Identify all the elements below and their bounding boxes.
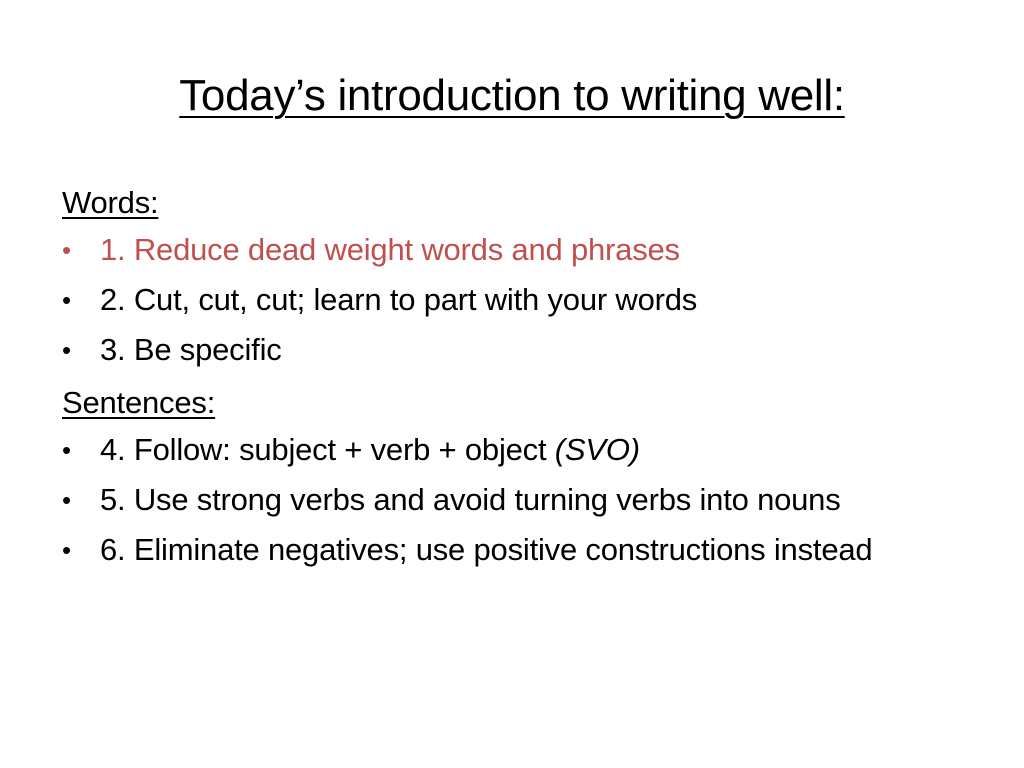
bullet-text: 2. Cut, cut, cut; learn to part with your words	[100, 282, 698, 317]
bullet-icon: •	[62, 485, 71, 515]
bullet-item-3	[62, 330, 962, 370]
bullet-icon: •	[62, 235, 71, 265]
bullet-icon: •	[62, 535, 71, 565]
bullet-text: 6. Eliminate negatives; use positive constructions instead	[100, 532, 873, 567]
bullet-item-5	[62, 480, 962, 520]
bullet-item-6	[62, 530, 962, 570]
bullet-text: 1. Reduce dead weight words and phrases	[100, 232, 680, 267]
bullet-icon: •	[62, 335, 71, 365]
bullet-text	[100, 430, 962, 470]
bullet-item-1	[62, 230, 962, 270]
bullet-text: 5. Use strong verbs and avoid turning verbs into nouns	[100, 482, 841, 517]
bullet-text: 3. Be specific	[100, 332, 282, 367]
section-heading-words: Words:	[62, 185, 159, 220]
bullet-icon: •	[62, 435, 71, 465]
bullet-item-4	[62, 430, 962, 470]
bullet-icon: •	[62, 285, 71, 315]
slide-title: Today’s introduction to writing well:	[179, 71, 845, 120]
bullet-item-2	[62, 280, 962, 320]
svo-emphasis: (SVO)	[554, 432, 640, 467]
section-heading-sentences: Sentences:	[62, 385, 216, 420]
bullet-text-main: 4. Follow: subject + verb + object	[100, 432, 555, 467]
slide-body	[62, 180, 962, 580]
